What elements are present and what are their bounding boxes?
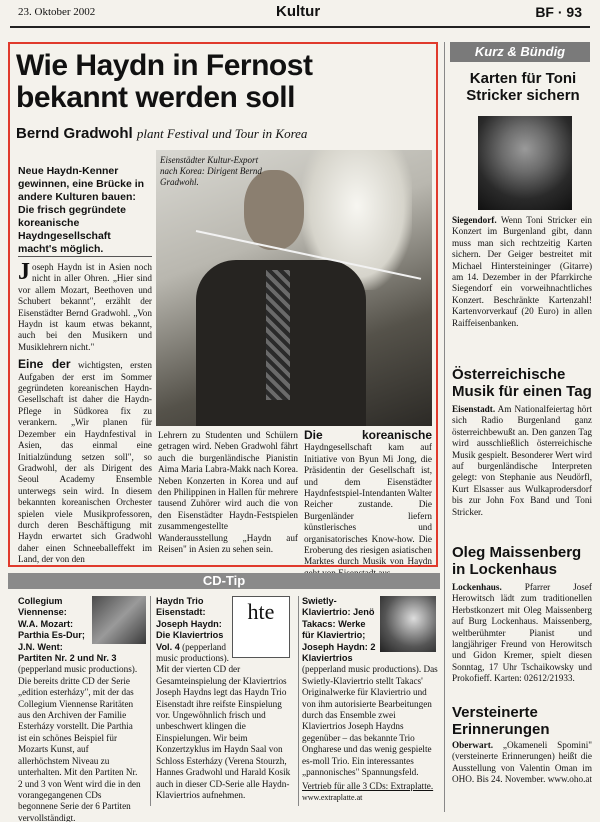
cd-title: Collegium Viennense: W.A. Mozart: Parthia Es-Dur; J.N. Went: Partiten Nr. 2 und Nr. 3 (18, 596, 117, 664)
issue-date: 23. Oktober 2002 (18, 6, 96, 18)
section-title: Kultur (276, 3, 321, 20)
run-in-head: Eine der (18, 357, 71, 372)
cd-title: Swietly-Klaviertrio: Jenö Takacs: Werke für Klaviertrio; Joseph Haydn: 2 Klaviertrios (302, 596, 376, 664)
sidebar-item-body: Pfarrer Josef Herowitsch lädt zum traditionellen Herbstkonzert mit Oleg Maissenberg auf Burg Lockenhaus. Maissenberg, weltberühmter Pianist und langjähriger Freund von Herowitsch und Gidon Kremer, spielt diesen Sonntag, 17 Uhr Tschaikowsky und Prokofieff. Karten: 02612/21933. (452, 582, 592, 684)
tie (266, 270, 290, 400)
paragraph-4 (304, 430, 432, 579)
photo-caption: Eisenstädter Kultur-Export nach Korea: Dirigent Bernd Gradwohl. (160, 155, 262, 187)
drop-cap: J (18, 259, 30, 285)
paragraph-2 (18, 359, 152, 565)
paragraph-1-text: oseph Haydn ist in Asien noch nicht in aller Ohren. „Hier sind vor allem Mozart, Beethoven und Schubert bekannt", erzählt der Eisenstädter Bernd Gradwohl. „Von Haydn ist kaum etwas bekannt, auch bei den Musikern und Musiklehrern nicht." (18, 262, 152, 352)
distribution-link[interactable]: Vertrieb für alle 3 CDs: Extraplatte. (302, 780, 434, 791)
dateline: Lockenhaus. (452, 582, 502, 592)
article-headline: Wie Haydn in Fernost bekannt werden soll (16, 49, 313, 114)
cd-text: (pepperland music productions). Mit der vierten CD der Gesamteinspielung der Klaviertrios Joseph Haydns legt das Haydn Trio Eisenstadt ihre reifste Einspielung vor. Ungewöhnlich frisch und unbeschwert klingen die Einspielungen. Wir beim Konzertzyklus im Haydn Saal von Schloss Esterházy (Verena Stourzh, Hannes Gradwohl und Harald Kosik auch in dieser CD-Serie alle Haydn-Klaviertrios aufnehmen. (156, 641, 291, 800)
sidebar-item-text (452, 404, 592, 518)
cd-cover-image (380, 596, 436, 652)
column-divider (150, 596, 151, 806)
header-rule (10, 26, 590, 28)
sidebar-item-body: Wenn Toni Stricker ein Konzert im Burgenland gibt, dann muss man sich rechtzeitig Karten sichern. Der Geiger bestreitet mit Michael Hintersteininger (Gitarre) am 14. Dezember in der Pfarrkirche Siegendorf ein vorweihnachtliches Konzert. Beschränkte Kartenzahl! Kartenvorverkauf (20 Euro) in allen Raiffeisenbanken. (452, 215, 592, 328)
sidebar-item-title: Österreichische Musik für einen Tag (452, 366, 592, 400)
sidebar-item-title: Karten für Toni Stricker sichern (466, 70, 580, 104)
paragraph-4-text: Haydngesellschaft kam auf Initiative von Byun Mi Jong, die Präsidentin der Gesellschaft ist, und dem Eisenstädter Haydnfestspiel-Intendanten Walter Reicher zustande. Die Burgenländer liefern künstlerisches und organisatorisches Know-how. Die Eroberung des riesigen asiatischen Marktes durch Musik von Haydn (304, 442, 432, 567)
column-divider (444, 42, 445, 812)
article-column-3 (304, 430, 432, 579)
subline-name: Bernd Gradwohl (16, 125, 133, 142)
paragraph-3: Lehrern zu Studenten und Schülern getragen wird. Neben Gradwohl fährt auch die burgenländische Pianistin Aima Maria Labra-Makk nach Korea. Neben Konzerten in Korea und auf den Philippinen in Hallen für mehrere tausend Zuhörer wird auch die von den Eisenstädter Haydn-Festspielen zusammengestellte Wanderausstellung „Haydn auf Reisen" in Asien zu sehen sein. (158, 430, 298, 555)
article-column-2 (158, 430, 298, 555)
sidebar-item-body: „Okameneli Spomini" (versteinerte Erinnerungen) heißt die Ausstellung von Valentin Oman im OHO. Bis 24. November. www.oho.at (452, 740, 593, 785)
sidebar-item-title: Oleg Maissenberg in Lockenhaus (452, 544, 582, 578)
run-in-head: Die koreanische (304, 428, 432, 442)
paragraph-2-text: wichtigsten, ersten Aufgaben der erst im Sommer gegründeten koreanischen Haydn-Gesellschaft ist daher die Haydn-Pflege in Südkorea fix zu verankern. „Wir planen für Dezember ein Haydnfestival in Asien, das einmal eine Initialzündung setzen soll", so Gradwohl, der als Dirigent des Seoul Academy Ensemble unterwegs sein wird. In diesem bekannten koreanischen Orchester spielen viele Musikprofessoren, durch deren Beschäftigung mit Haydn erwartet sich Gradwohl daher einen Schneeballeffekt im Land, der von den (18, 360, 153, 565)
cd-tip-header: CD-Tip (8, 573, 440, 589)
sidebar-item-text (452, 740, 592, 786)
lead-rule (18, 256, 152, 257)
dateline: Siegendorf. (452, 215, 497, 225)
cd-text: (pepperland music productions). Die bereits dritte CD der Serie „edition esterházy", mit der das Collegium Viennense Raritäten aus den Archiven der Familie Esterházy vorstellt. Die Parthia ist ein schönes Beispiel für Mozarts Kunst, auf allerhöchstem Niveau zu unterhalten. Mit den Partiten Nr. 2 und 3 von Went wird die in den vorangegangenen CDs begonnene Serie der 6 Partiten vervollständigt. (18, 664, 141, 822)
distribution-url[interactable]: www.extraplatte.at (302, 792, 363, 802)
subline-rest: plant Festival und Tour in Korea (136, 126, 308, 141)
cd-title: Haydn Trio Eisenstadt: Joseph Haydn: Die Klaviertrios Vol. 4 (156, 596, 224, 652)
sidebar-item-text (452, 215, 592, 329)
cd-cover-image: hte (232, 596, 290, 658)
article-lead: Neue Haydn-Kenner gewinnen, eine Brücke in andere Kulturen bauen: Die frisch gegründete koreanische Haydngesellschaft macht's möglich. (18, 165, 145, 255)
cd-cover-image (92, 596, 146, 644)
sidebar-header: Kurz & Bündig (450, 42, 590, 62)
page-number: BF · 93 (535, 4, 582, 20)
violinist-photo (478, 116, 572, 210)
paragraph-1 (18, 259, 152, 353)
article-subline (16, 125, 307, 142)
dateline: Eisenstadt. (452, 404, 496, 414)
dateline: Oberwart. (452, 740, 494, 750)
sidebar-item-body: Am Nationalfeiertag hört sich Radio Burgenland ganz österreichbewußt an. Den ganzen Tag wird ausschließlich österreichische Musik gespielt. Besonderer Wert wird auf burgenländische Interpreten gelegt: von Stephanie aus Neudörfl, Kurt Elsasser aus Wulkaprodersdorf bis zur John Fox Band und Toni Stricker. (452, 404, 592, 517)
column-divider (298, 596, 299, 806)
sidebar-item-title: Versteinerte Erinnerungen (452, 704, 550, 738)
sidebar-item-text (452, 582, 592, 685)
cd-text: (pepperland music productions). Das Swietly-Klaviertrio stellt Takacs' Originalwerke für Klaviertrio und von ihm autorisierte Bearbeitungen durch das Ensemble zwei Klaviertrios Joseph Haydns gegenüber – das bekannte Trio Ongharese und das wenig gespielte es-moll Trio. Ein interessantes „pannonisches" Spannungsfeld. (302, 664, 438, 778)
article-column-1 (18, 259, 153, 566)
conductor-photo (156, 150, 432, 426)
